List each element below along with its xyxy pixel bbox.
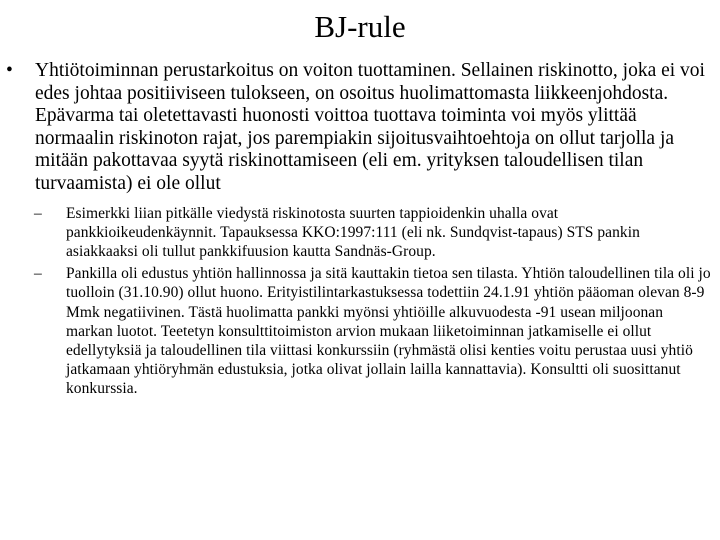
- dash-marker: –: [34, 204, 42, 222]
- main-bullet-text: Yhtiötoiminnan perustarkoitus on voiton tuottaminen. Sellainen riskinotto, joka ei voi edes johtaa positiiviseen tulokseen, on osoitus huolimattomasta liikkeenjohdosta. Epävarma tai oletettavasti huonosti voittoa tuottava toiminta voi myös ylittää normaalin riskinoton rajat, jos parempiakin sijoitusvaihtoehtoja on ollut tarjolla ja mitään pakottavaa syytä riskinottamiseen (eli em. yrityksen taloudellisen tilan turvaamista) ei ole ollut: [35, 60, 705, 194]
- sub-bullet-text: Pankilla oli edustus yhtiön hallinnossa ja sitä kauttakin tietoa sen tilasta. Yhtiön taloudellinen tila oli jo tuolloin (31.10.90) ollut huono. Erityistilintarkastuksessa todettiin 24.1.91 yhtiön pääoman olevan 8‐9 Mmk negatiivinen. Tästä huolimatta pankki myönsi yhtiöille alkuvuodesta ‐91 usean miljoonan markan luotot. Teetetyn konsulttitoimiston arvion mukaan liiketoiminnan jatkamiselle ei ollut edellytyksiä ja taloudellinen tila viittasi konkurssiin (ryhmästä olisi kenties voitu perustaa uusi yhtiö jatkamaan yhtiöryhmän edustuksia, jotka olivat jollain lailla kannattavia). Konsultti oli suosittanut konkurssia.: [66, 265, 711, 398]
- sub-bullet-example: [6, 204, 712, 262]
- main-bullet: [6, 60, 712, 196]
- bullet-marker: •: [6, 60, 13, 81]
- slide-body: [6, 60, 712, 402]
- sub-bullet-bank-case: [6, 264, 712, 398]
- sub-bullet-text: Esimerkki liian pitkälle viedystä riskinotosta suurten tappioidenkin uhalla ovat pankkioikeudenkäynnit. Tapauksessa KKO:1997:111 (eli nk. Sundqvist‐tapaus) STS pankin asiakkaaksi oli tullut pankkifuusion kautta Sandnäs‐Group.: [66, 204, 640, 260]
- sub-bullet-list: [6, 204, 712, 399]
- dash-marker: –: [34, 265, 42, 283]
- slide-title: BJ-rule: [314, 9, 406, 44]
